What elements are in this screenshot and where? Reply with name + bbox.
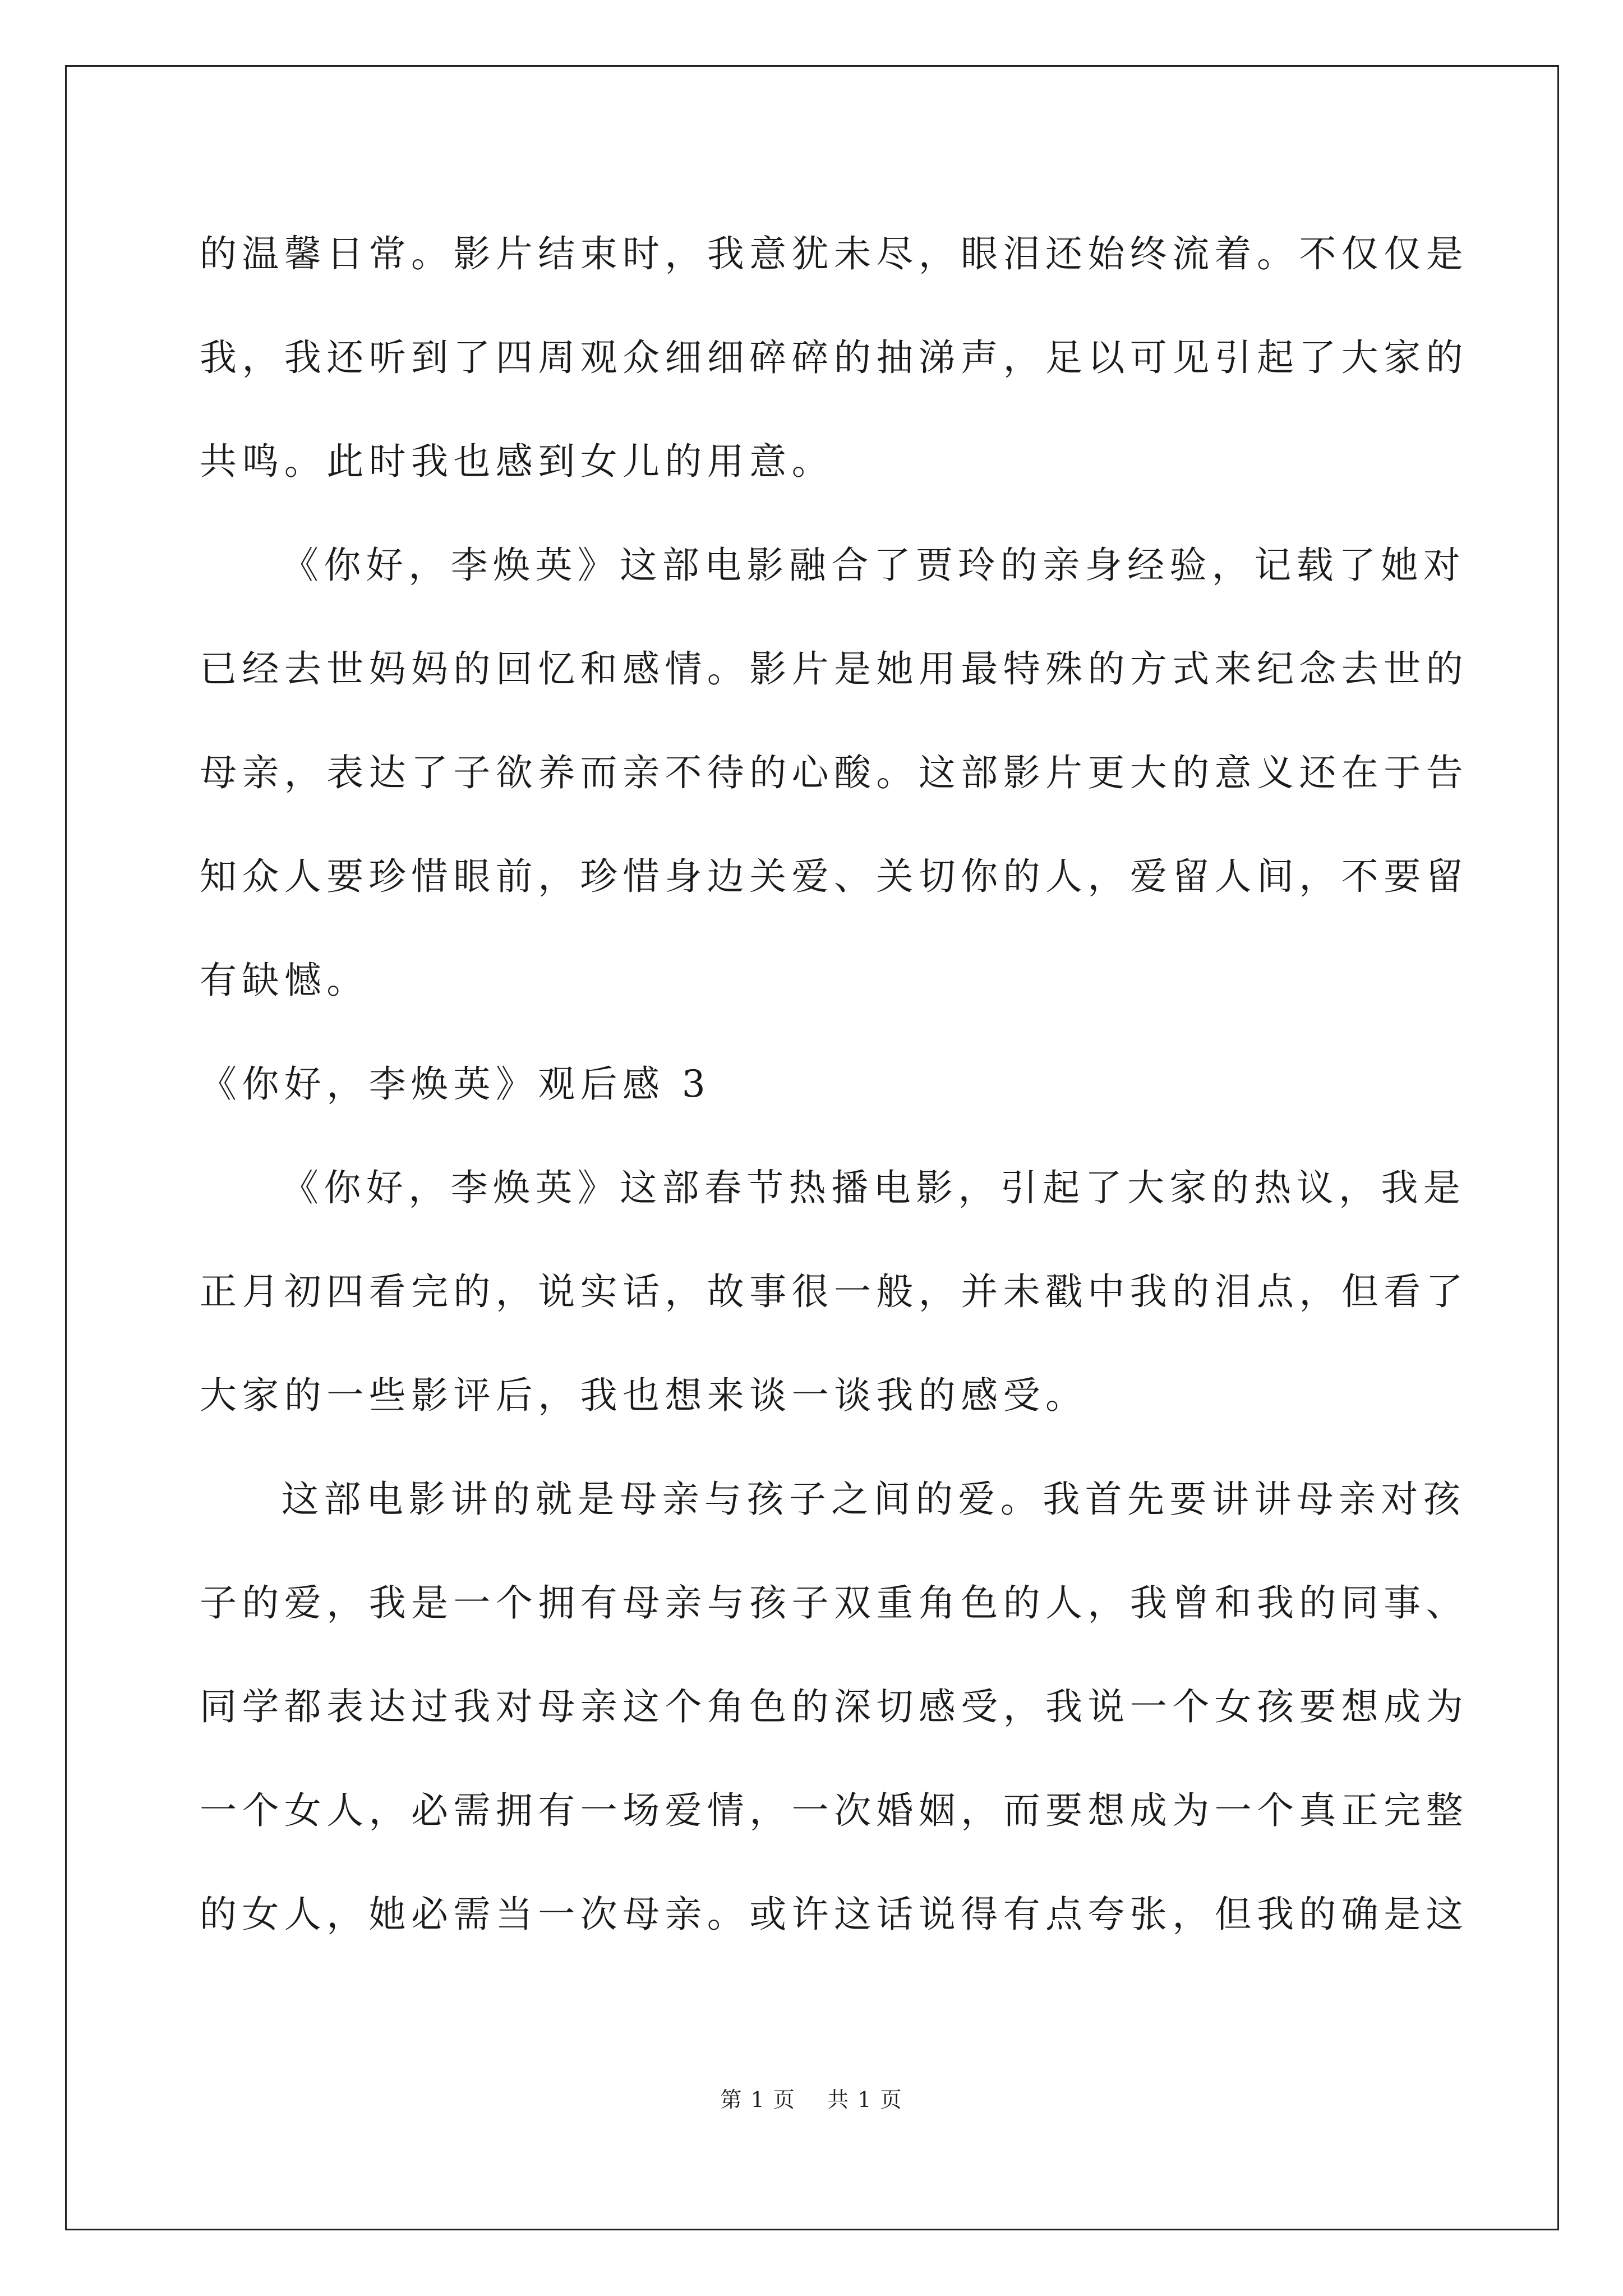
page-number-footer: 第 1 页 共 1 页 [720, 2087, 903, 2112]
text-line: 子的爱，我是一个拥有母亲与孩子双重角色的人，我曾和我的同事、 [200, 1581, 1468, 1625]
text-line: 共鸣。此时我也感到女儿的用意。 [200, 440, 834, 483]
text-line: 有缺憾。 [200, 959, 369, 1002]
text-line: 正月初四看完的，说实话，故事很一般，并未戳中我的泪点，但看了 [200, 1270, 1468, 1313]
text-line: 一个女人，必需拥有一场爱情，一次婚姻，而要想成为一个真正完整 [200, 1789, 1468, 1832]
text-line: 已经去世妈妈的回忆和感情。影片是她用最特殊的方式来纪念去世的 [200, 647, 1468, 691]
text-line: 大家的一些影评后，我也想来谈一谈我的感受。 [200, 1374, 1088, 1417]
text-line: 的温馨日常。影片结束时，我意犹未尽，眼泪还始终流着。不仅仅是 [200, 232, 1468, 275]
text-line: 这部电影讲的就是母亲与孩子之间的爱。我首先要讲讲母亲对孩 [282, 1478, 1466, 1521]
text-line: 《你好，李焕英》这部电影融合了贾玲的亲身经验，记载了她对 [282, 544, 1466, 587]
text-line: 同学都表达过我对母亲这个角色的深切感受，我说一个女孩要想成为 [200, 1685, 1468, 1728]
text-line: 《你好，李焕英》这部春节热播电影，引起了大家的热议，我是 [282, 1166, 1466, 1209]
document-body [200, 202, 1468, 1966]
text-line: 《你好，李焕英》观后感 3 [200, 1062, 711, 1106]
text-line: 我，我还听到了四周观众细细碎碎的抽涕声，足以可见引起了大家的 [200, 336, 1468, 379]
text-line: 知众人要珍惜眼前，珍惜身边关爱、关切你的人，爱留人间，不要留 [200, 855, 1468, 898]
text-line: 的女人，她必需当一次母亲。或许这话说得有点夸张，但我的确是这 [200, 1893, 1468, 1936]
text-line: 母亲，表达了子欲养而亲不待的心酸。这部影片更大的意义还在于告 [200, 751, 1468, 794]
